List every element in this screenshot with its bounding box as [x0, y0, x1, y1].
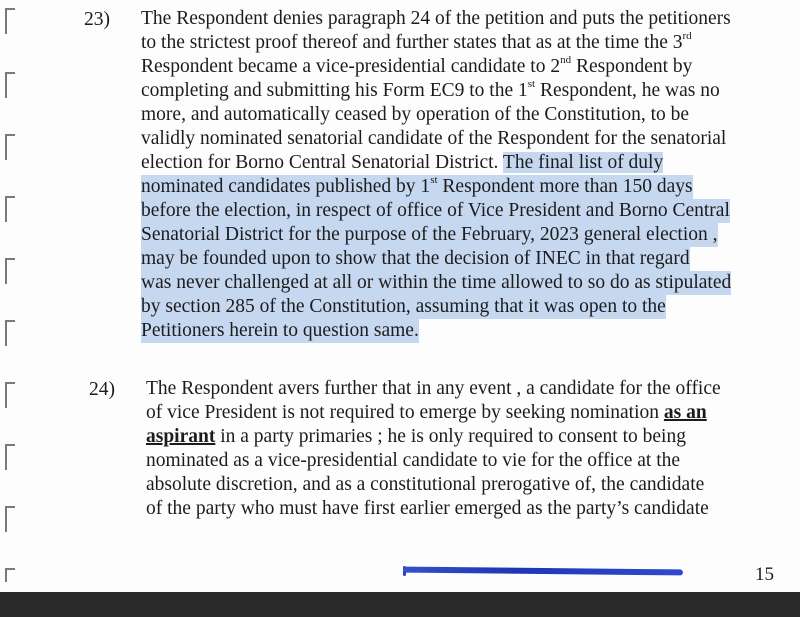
highlighted-text: The final list of duly — [502, 152, 664, 173]
paragraph-line: nominated as a vice-presidential candidate to vie for the office at the — [146, 450, 681, 471]
binding-mark — [5, 196, 15, 222]
binding-mark — [5, 320, 15, 346]
binding-mark — [5, 382, 15, 408]
highlighted-line: by section 285 of the Constitution, assuming that it was open to the — [141, 296, 666, 317]
highlighted-line: before the election, in respect of office of Vice President and Borno Central — [141, 200, 730, 221]
emphasized-text: aspirant — [146, 426, 216, 447]
highlighted-line: was never challenged at all or within the time allowed to so do as stipulated — [141, 272, 732, 293]
highlighted-line: Senatorial District for the purpose of the February, 2023 general election , — [141, 224, 718, 245]
page-number: 15 — [755, 564, 774, 585]
paragraph-line: validly nominated senatorial candidate of the Respondent for the senatorial — [141, 128, 727, 149]
binding-mark — [5, 134, 15, 160]
highlighted-line: may be founded upon to show that the decision of INEC in that regard — [141, 248, 690, 269]
binding-mark — [5, 444, 15, 470]
binding-mark — [5, 72, 15, 98]
paragraph-line: election for Borno Central Senatorial District. The final list of duly — [141, 152, 664, 173]
binding-mark — [5, 506, 15, 532]
paragraph-line: The Respondent avers further that in any event , a candidate for the office — [146, 378, 721, 399]
paragraph-line: to the strictest proof thereof and further states that as at the time the 3rd — [141, 29, 692, 53]
binding-mark — [5, 8, 15, 34]
paragraph-line: of the party who must have first earlier emerged as the party’s candidate — [146, 498, 709, 519]
paragraph-line: absolute discretion, and as a constitutional prerogative of, the candidate — [146, 474, 705, 495]
paragraph-line: aspirant in a party primaries ; he is only required to consent to being — [146, 426, 686, 447]
highlighted-line: Petitioners herein to question same. — [141, 320, 419, 341]
paragraph-line: more, and automatically ceased by operation of the Constitution, to be — [141, 104, 690, 125]
binding-mark — [5, 568, 15, 582]
highlighted-line: nominated candidates published by 1st Respondent more than 150 days — [141, 173, 693, 197]
paragraph-line: completing and submitting his Form EC9 to the 1st Respondent, he was no — [141, 77, 720, 101]
paragraph-number: 23) — [84, 9, 110, 30]
paragraph-number: 24) — [89, 379, 115, 400]
emphasized-text: as an — [663, 402, 707, 423]
viewer-bottom-bar — [0, 592, 800, 617]
binding-mark — [5, 258, 15, 284]
signature-stroke — [403, 567, 683, 576]
paragraph-line: of vice President is not required to emerge by seeking nomination as an — [146, 402, 707, 423]
paragraph-line: Respondent became a vice-presidential candidate to 2nd Respondent by — [141, 53, 693, 77]
paragraph-line: The Respondent denies paragraph 24 of the petition and puts the petitioners — [141, 8, 731, 29]
